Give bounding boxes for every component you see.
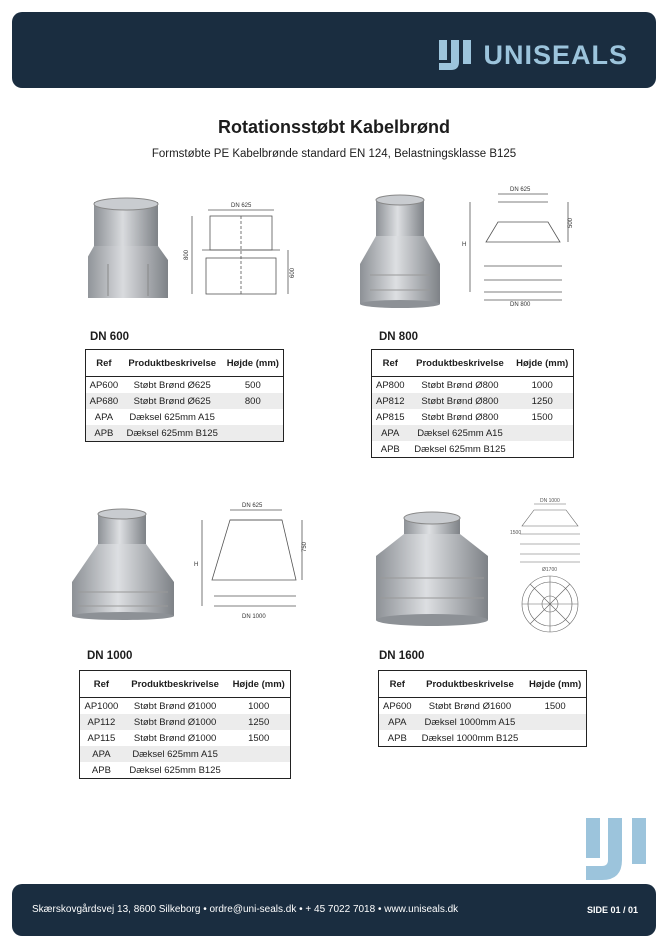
cell-desc: Støbt Brønd Ø800 bbox=[421, 379, 499, 391]
dn1000-drawing-bottom-label: DN 1000 bbox=[242, 614, 266, 620]
dn600-drawing-left-label: 800 bbox=[184, 249, 190, 260]
cell-height bbox=[524, 714, 586, 730]
cell-desc: Støbt Brønd Ø1000 bbox=[133, 700, 217, 712]
cell-height bbox=[227, 762, 290, 779]
table-row bbox=[372, 409, 574, 425]
cell-height: 1250 bbox=[227, 714, 290, 730]
table-row bbox=[372, 393, 574, 409]
col-desc: Produktbeskrivelse bbox=[122, 350, 223, 377]
table-row bbox=[372, 425, 574, 441]
cell-height: 500 bbox=[244, 379, 261, 391]
page-number: SIDE 01 / 01 bbox=[586, 905, 638, 915]
cell-desc: Dæksel 1000mm A15 bbox=[416, 714, 525, 730]
cell-height: 1000 bbox=[248, 700, 270, 712]
cell-ref: APB bbox=[387, 732, 407, 744]
cell-ref: APA bbox=[80, 746, 123, 762]
cell-desc: Dæksel 1000mm B125 bbox=[421, 732, 519, 744]
header-bar bbox=[12, 12, 656, 88]
product-table-dn600 bbox=[85, 349, 284, 442]
cell-height: 1500 bbox=[248, 732, 270, 744]
col-height: Højde (mm) bbox=[511, 350, 573, 377]
table-row bbox=[86, 409, 284, 425]
cell-ref: APA bbox=[379, 714, 416, 730]
dn1600-drawing-top-label: DN 1000 bbox=[540, 498, 560, 504]
table-row bbox=[86, 393, 284, 409]
section-label-dn800: DN 800 bbox=[379, 331, 418, 343]
dn1000-illustration bbox=[70, 496, 310, 624]
cell-ref: APA bbox=[372, 425, 409, 441]
cell-height: 1250 bbox=[511, 393, 573, 409]
col-height: Højde (mm) bbox=[227, 671, 290, 698]
cell-desc: Dæksel 625mm A15 bbox=[123, 746, 228, 762]
cell-desc: Støbt Brønd Ø1600 bbox=[428, 700, 512, 712]
cell-ref: AP600 bbox=[383, 700, 412, 712]
product-table-dn1000 bbox=[79, 670, 291, 779]
cell-ref: AP815 bbox=[375, 411, 405, 423]
cell-desc: Støbt Brønd Ø1000 bbox=[133, 732, 217, 744]
uniseals-logo-icon bbox=[437, 38, 475, 72]
cell-ref: APB bbox=[91, 764, 111, 776]
cell-desc: Dæksel 625mm B125 bbox=[122, 425, 223, 442]
cell-desc: Dæksel 625mm A15 bbox=[409, 425, 512, 441]
cell-ref: APB bbox=[380, 443, 400, 455]
brand-name: UNISEALS bbox=[483, 39, 628, 70]
cell-height bbox=[524, 730, 586, 747]
table-row bbox=[379, 698, 587, 715]
footer-bar bbox=[12, 884, 656, 936]
dn800-drawing-left-label: H bbox=[462, 242, 467, 248]
table-row bbox=[80, 746, 291, 762]
dn800-illustration bbox=[360, 180, 580, 308]
dn800-drawing-top-label: DN 625 bbox=[510, 187, 531, 193]
product-table-dn800 bbox=[371, 349, 574, 458]
cell-desc: Støbt Brønd Ø1000 bbox=[123, 714, 228, 730]
cell-desc: Støbt Brønd Ø625 bbox=[133, 379, 211, 391]
dn600-drawing-right-label: 600 bbox=[290, 267, 296, 278]
table-row bbox=[80, 730, 291, 746]
cell-height: 1000 bbox=[531, 379, 553, 391]
dn1600-illustration bbox=[370, 494, 590, 644]
cell-desc: Dæksel 625mm B125 bbox=[129, 764, 221, 776]
dn600-drawing-top-label: DN 625 bbox=[231, 203, 252, 209]
cell-height: 800 bbox=[223, 393, 284, 409]
col-ref: Ref bbox=[86, 350, 122, 377]
cell-desc: Støbt Brønd Ø800 bbox=[421, 411, 499, 423]
dn800-drawing-right-label: 500 bbox=[568, 217, 574, 228]
table-row bbox=[80, 698, 291, 715]
decorative-logo-icon bbox=[584, 816, 656, 888]
cell-ref: AP600 bbox=[89, 379, 119, 391]
table-row bbox=[379, 714, 587, 730]
col-ref: Ref bbox=[80, 671, 123, 698]
cell-ref: AP115 bbox=[87, 732, 116, 744]
dn800-drawing-bottom-label: DN 800 bbox=[510, 302, 531, 308]
col-desc: Produktbeskrivelse bbox=[416, 671, 525, 698]
col-ref: Ref bbox=[379, 671, 416, 698]
table-row bbox=[379, 730, 587, 747]
col-desc: Produktbeskrivelse bbox=[123, 671, 228, 698]
cell-ref: AP800 bbox=[375, 379, 405, 391]
cell-height bbox=[223, 425, 284, 442]
table-row bbox=[372, 441, 574, 458]
dn1600-drawing-left-label: 1500 bbox=[510, 530, 522, 536]
cell-desc: Støbt Brønd Ø625 bbox=[122, 393, 223, 409]
cell-height bbox=[223, 409, 284, 425]
table-row bbox=[80, 714, 291, 730]
cell-height bbox=[227, 746, 290, 762]
dn1000-drawing-top-label: DN 625 bbox=[242, 503, 263, 509]
section-label-dn1000: DN 1000 bbox=[87, 650, 133, 662]
cell-ref: APB bbox=[86, 425, 122, 442]
table-row bbox=[372, 377, 574, 394]
cell-height bbox=[511, 425, 573, 441]
col-desc: Produktbeskrivelse bbox=[409, 350, 512, 377]
cell-ref: APA bbox=[94, 411, 114, 423]
section-label-dn600: DN 600 bbox=[90, 331, 129, 343]
footer-contact: Skærskovgårdsvej 13, 8600 Silkeborg • ordre@uni-seals.dk • + 45 7022 7018 • www.uniseals.dk bbox=[32, 904, 459, 915]
col-height: Højde (mm) bbox=[524, 671, 586, 698]
cell-ref: AP812 bbox=[372, 393, 409, 409]
cell-ref: AP112 bbox=[80, 714, 123, 730]
section-label-dn1600: DN 1600 bbox=[379, 650, 425, 662]
cell-ref: AP1000 bbox=[84, 700, 119, 712]
dn1600-drawing-bottom-label: Ø1700 bbox=[542, 567, 558, 573]
cell-desc: Støbt Brønd Ø800 bbox=[409, 393, 512, 409]
col-height: Højde (mm) bbox=[223, 350, 284, 377]
cell-ref: AP680 bbox=[86, 393, 122, 409]
dn600-illustration bbox=[88, 196, 308, 308]
dn1000-drawing-left-label: H bbox=[194, 562, 199, 568]
table-row bbox=[86, 425, 284, 442]
cell-desc: Dæksel 625mm A15 bbox=[129, 411, 215, 423]
table-row bbox=[80, 762, 291, 779]
col-ref: Ref bbox=[372, 350, 409, 377]
product-table-dn1600 bbox=[378, 670, 587, 747]
cell-height: 1500 bbox=[544, 700, 566, 712]
page-subtitle: Formstøbte PE Kabelbrønde standard EN 124, Belastningsklasse B125 bbox=[151, 148, 517, 160]
cell-desc: Dæksel 625mm B125 bbox=[414, 443, 506, 455]
table-row bbox=[86, 377, 284, 394]
brand-logo bbox=[437, 38, 628, 72]
page-title: Rotationsstøbt Kabelbrønd bbox=[218, 117, 450, 137]
cell-height: 1500 bbox=[531, 411, 553, 423]
dn1000-drawing-right-label: 750 bbox=[302, 541, 308, 552]
cell-height bbox=[511, 441, 573, 458]
